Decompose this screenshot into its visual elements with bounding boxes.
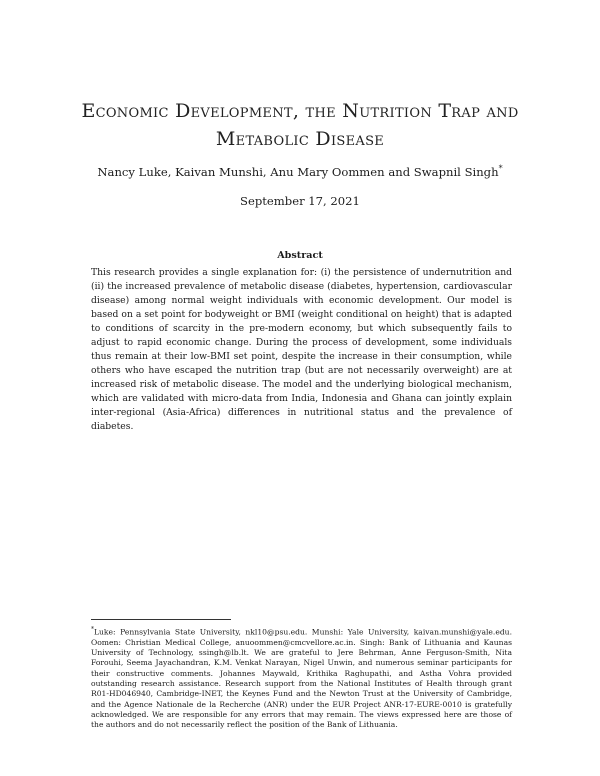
abstract-heading: Abstract bbox=[277, 250, 323, 261]
footnote-mark: * bbox=[91, 626, 94, 633]
author-footnote-mark: * bbox=[498, 164, 503, 173]
paper-title-line-2: Metabolic Disease bbox=[215, 128, 385, 150]
publication-date: September 17, 2021 bbox=[240, 194, 360, 208]
paper-title-line-1: Economic Development, the Nutrition Trap and bbox=[81, 100, 519, 122]
footnote-text: Luke: Pennsylvania State University, nkl10@psu.edu. Munshi: Yale University, kaivan.munshi@yale.edu. Oomen: Christian Medical College, anuoommen@cmcvellore.ac.in. Singh: Bank of Lithuania and Kaunas University of Technology, ssingh@lb.lt. We are grateful to Jere Behrman, Anne Ferguson-Smith, Nita Forouhi, Seema Jayachandran, K.M. Venkat Narayan, Nigel Unwin, and numerous seminar participants for their constructive comments. Johannes Maywald, Krithika Raghupathi, and Astha Vohra provided outstanding research assistance. Research support from the National Institutes of Health through grant R01-HD046940, Cambridge-INET, the Keynes Fund and the Newton Trust at the University of Cambridge, and the Agence Nationale de la Recherche (ANR) under the EUR Project ANR-17-EURE-0010 is gratefully acknowledged. We are responsible for any errors that may remain. The views expressed here are those of the authors and do not necessarily reflect the position of the Bank of Lithuania. bbox=[91, 627, 512, 730]
abstract-body bbox=[91, 266, 512, 434]
abstract-text: This research provides a single explanation for: (i) the persistence of undernutrition and (ii) the increased prevalence of metabolic disease (diabetes, hypertension, cardiovascular disease) among normal weight individuals with economic development. Our model is based on a set point for bodyweight or BMI (weight conditional on height) that is adapted to conditions of scarcity in the pre-modern economy, but which subsequently fails to adjust to rapid economic change. During the process of development, some individuals thus remain at their low-BMI set point, despite the increase in their consumption, while others who have escaped the nutrition trap (but are not necessarily overweight) are at increased risk of metabolic disease. The model and the underlying biological mechanism, which are validated with micro-data from India, Indonesia and Ghana can jointly explain inter-regional (Asia-Africa) differences in nutritional status and the prevalence of diabetes. bbox=[91, 267, 512, 432]
author-list bbox=[0, 164, 600, 179]
footnote-rule bbox=[91, 619, 231, 620]
footnote bbox=[91, 625, 512, 731]
authors-text: Nancy Luke, Kaivan Munshi, Anu Mary Oommen and Swapnil Singh bbox=[97, 164, 499, 179]
